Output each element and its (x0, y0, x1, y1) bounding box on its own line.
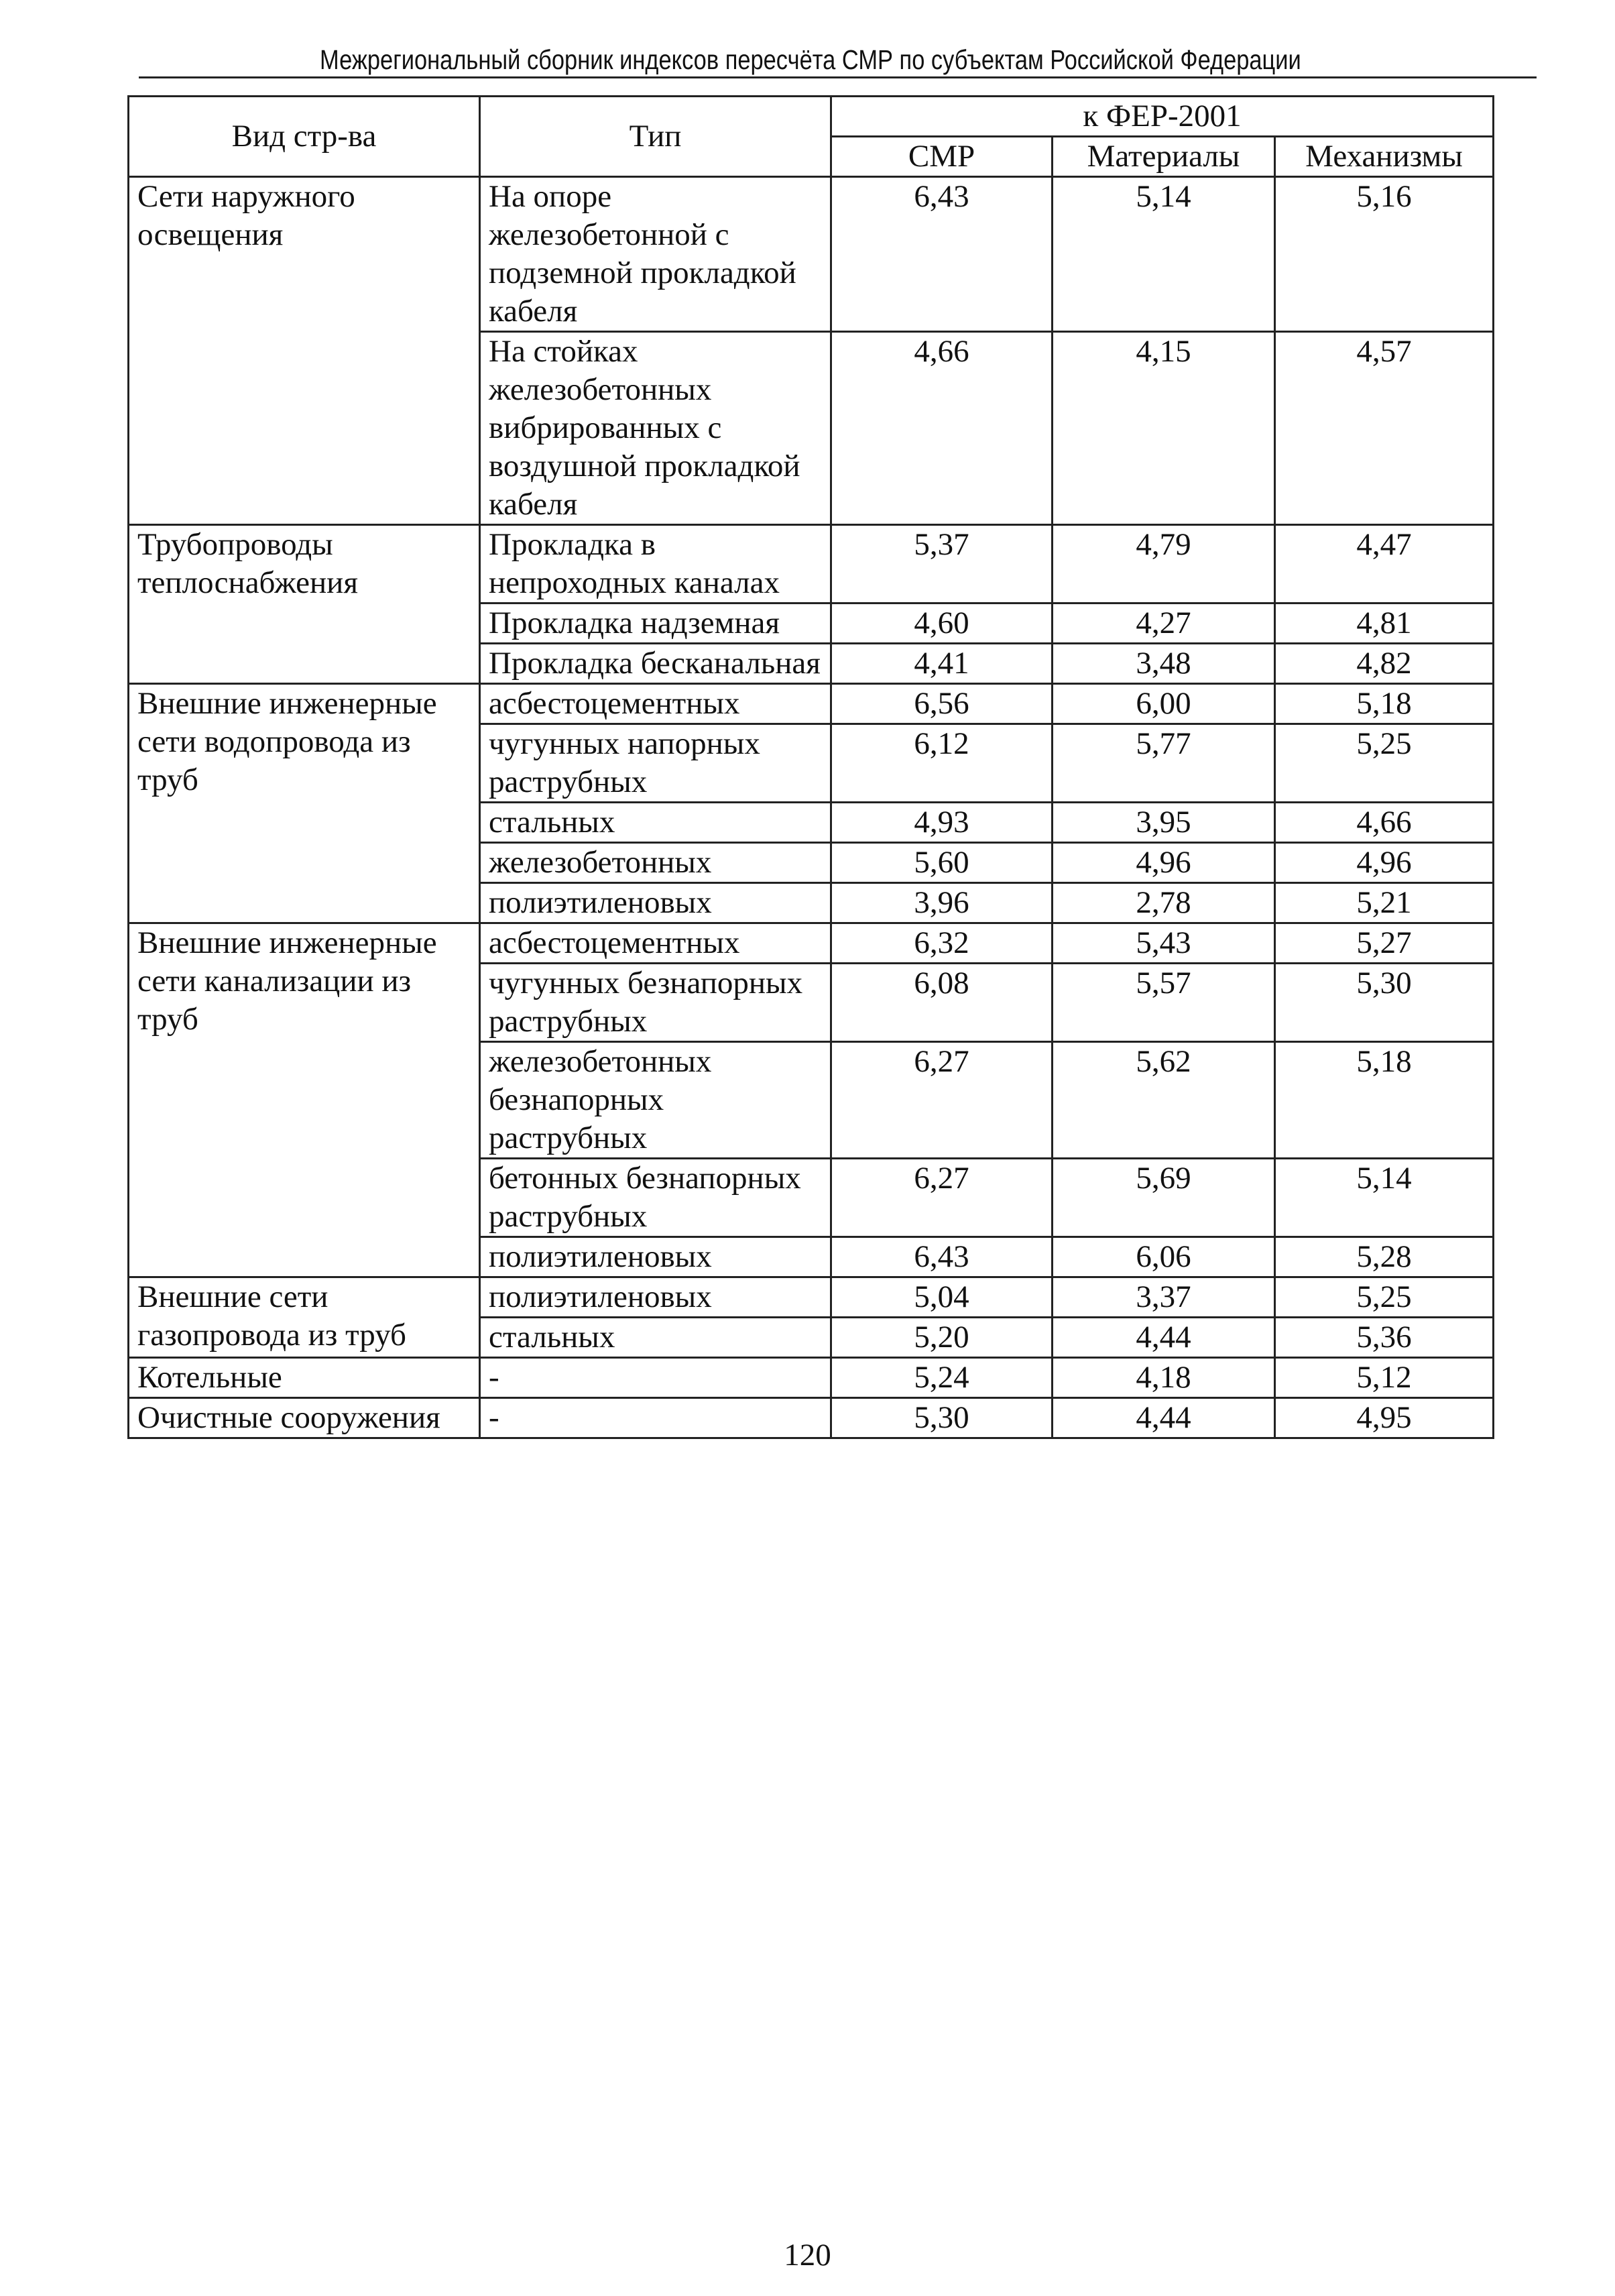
machinery-index-cell: 5,28 (1275, 1237, 1494, 1277)
smr-index-cell: 4,66 (831, 332, 1053, 525)
machinery-index-cell: 4,96 (1275, 843, 1494, 883)
construction-kind-cell: Внешние инженерные сети водопровода из труб (129, 684, 480, 923)
smr-index-cell: 3,96 (831, 883, 1053, 923)
smr-index-cell: 6,43 (831, 177, 1053, 332)
machinery-index-cell: 5,25 (1275, 1277, 1494, 1318)
type-cell: стальных (480, 1318, 831, 1358)
machinery-index-cell: 4,66 (1275, 803, 1494, 843)
materials-index-cell: 4,15 (1053, 332, 1275, 525)
materials-index-cell: 4,18 (1053, 1358, 1275, 1398)
type-cell: Прокладка бесканальная (480, 644, 831, 684)
machinery-index-cell: 5,16 (1275, 177, 1494, 332)
machinery-index-cell: 4,47 (1275, 525, 1494, 604)
table-row (129, 684, 1494, 724)
materials-index-cell: 5,57 (1053, 964, 1275, 1042)
type-cell: - (480, 1358, 831, 1398)
col-header-type: Тип (480, 97, 831, 177)
type-cell: стальных (480, 803, 831, 843)
construction-kind-cell: Внешние сети газопровода из труб (129, 1277, 480, 1358)
machinery-index-cell: 4,57 (1275, 332, 1494, 525)
machinery-index-cell: 4,82 (1275, 644, 1494, 684)
materials-index-cell: 5,14 (1053, 177, 1275, 332)
type-cell: Прокладка надземная (480, 604, 831, 644)
page-number: 120 (784, 2238, 831, 2273)
smr-index-cell: 5,20 (831, 1318, 1053, 1358)
col-header-machinery: Механизмы (1275, 137, 1494, 177)
construction-kind-cell: Внешние инженерные сети канализации из труб (129, 923, 480, 1277)
smr-index-cell: 5,24 (831, 1358, 1053, 1398)
machinery-index-cell: 5,36 (1275, 1318, 1494, 1358)
col-header-group: к ФЕР-2001 (831, 97, 1494, 137)
smr-index-cell: 6,56 (831, 684, 1053, 724)
materials-index-cell: 5,43 (1053, 923, 1275, 964)
table-row (129, 525, 1494, 604)
machinery-index-cell: 5,18 (1275, 1042, 1494, 1159)
col-header-materials: Материалы (1053, 137, 1275, 177)
materials-index-cell: 5,77 (1053, 724, 1275, 803)
smr-index-cell: 4,60 (831, 604, 1053, 644)
machinery-index-cell: 4,95 (1275, 1398, 1494, 1438)
materials-index-cell: 5,62 (1053, 1042, 1275, 1159)
table-row (129, 1358, 1494, 1398)
materials-index-cell: 3,37 (1053, 1277, 1275, 1318)
materials-index-cell: 2,78 (1053, 883, 1275, 923)
machinery-index-cell: 5,27 (1275, 923, 1494, 964)
type-cell: железобетонных (480, 843, 831, 883)
type-cell: На стойках железобетонных вибрированных с воздушной прокладкой кабеля (480, 332, 831, 525)
type-cell: полиэтиленовых (480, 883, 831, 923)
materials-index-cell: 4,27 (1053, 604, 1275, 644)
machinery-index-cell: 5,25 (1275, 724, 1494, 803)
type-cell: чугунных безнапорных раструбных (480, 964, 831, 1042)
table-row (129, 923, 1494, 964)
machinery-index-cell: 4,81 (1275, 604, 1494, 644)
smr-index-cell: 6,43 (831, 1237, 1053, 1277)
type-cell: На опоре железобетонной с подземной прокладкой кабеля (480, 177, 831, 332)
table-header (129, 97, 1494, 177)
smr-index-cell: 4,93 (831, 803, 1053, 843)
table-row (129, 1398, 1494, 1438)
machinery-index-cell: 5,30 (1275, 964, 1494, 1042)
smr-index-cell: 6,12 (831, 724, 1053, 803)
construction-kind-cell: Сети наружного освещения (129, 177, 480, 525)
smr-index-cell: 5,60 (831, 843, 1053, 883)
type-cell: асбестоцементных (480, 923, 831, 964)
type-cell: бетонных безнапорных раструбных (480, 1159, 831, 1237)
type-cell: асбестоцементных (480, 684, 831, 724)
smr-index-cell: 4,41 (831, 644, 1053, 684)
index-table (127, 95, 1494, 1439)
materials-index-cell: 4,44 (1053, 1398, 1275, 1438)
col-header-smr: СМР (831, 137, 1053, 177)
smr-index-cell: 5,04 (831, 1277, 1053, 1318)
materials-index-cell: 6,00 (1053, 684, 1275, 724)
construction-kind-cell: Котельные (129, 1358, 480, 1398)
smr-index-cell: 6,08 (831, 964, 1053, 1042)
smr-index-cell: 5,37 (831, 525, 1053, 604)
col-header-kind: Вид стр-ва (129, 97, 480, 177)
smr-index-cell: 6,27 (831, 1159, 1053, 1237)
materials-index-cell: 3,95 (1053, 803, 1275, 843)
machinery-index-cell: 5,14 (1275, 1159, 1494, 1237)
type-cell: чугунных напорных раструбных (480, 724, 831, 803)
type-cell: - (480, 1398, 831, 1438)
smr-index-cell: 6,32 (831, 923, 1053, 964)
machinery-index-cell: 5,21 (1275, 883, 1494, 923)
materials-index-cell: 3,48 (1053, 644, 1275, 684)
materials-index-cell: 5,69 (1053, 1159, 1275, 1237)
materials-index-cell: 4,96 (1053, 843, 1275, 883)
machinery-index-cell: 5,12 (1275, 1358, 1494, 1398)
type-cell: полиэтиленовых (480, 1277, 831, 1318)
running-title: Межрегиональный сборник индексов пересчёта СМР по субъектам Российской Федерации (320, 44, 1301, 75)
table-row (129, 1277, 1494, 1318)
type-cell: полиэтиленовых (480, 1237, 831, 1277)
construction-kind-cell: Трубопроводы теплоснабжения (129, 525, 480, 684)
smr-index-cell: 5,30 (831, 1398, 1053, 1438)
materials-index-cell: 6,06 (1053, 1237, 1275, 1277)
type-cell: Прокладка в непроходных каналах (480, 525, 831, 604)
table-body (129, 177, 1494, 1438)
machinery-index-cell: 5,18 (1275, 684, 1494, 724)
table-row (129, 177, 1494, 332)
materials-index-cell: 4,44 (1053, 1318, 1275, 1358)
type-cell: железобетонных безнапорных раструбных (480, 1042, 831, 1159)
header-rule (139, 76, 1537, 78)
smr-index-cell: 6,27 (831, 1042, 1053, 1159)
construction-kind-cell: Очистные сооружения (129, 1398, 480, 1438)
materials-index-cell: 4,79 (1053, 525, 1275, 604)
